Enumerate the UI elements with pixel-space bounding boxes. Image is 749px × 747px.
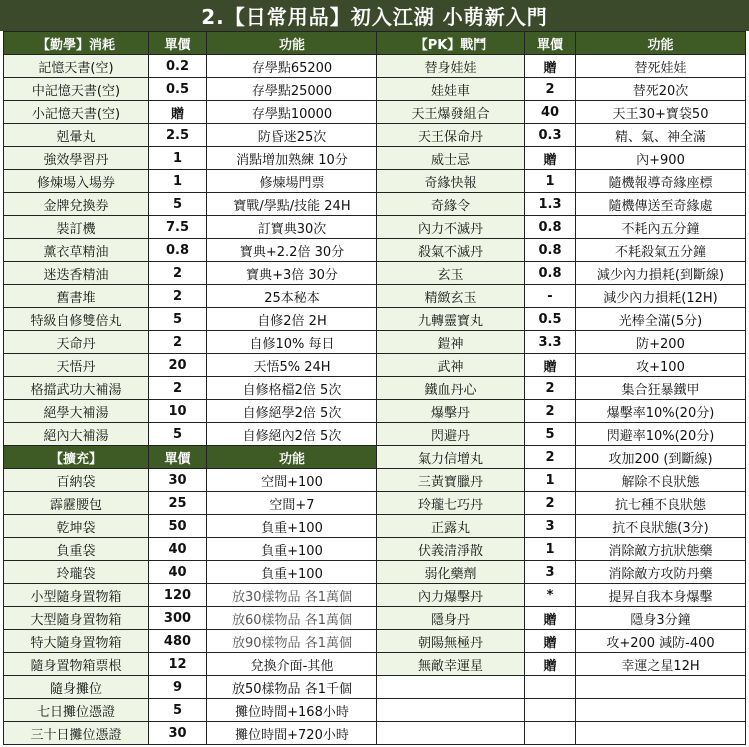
item-name: 閃避丹 bbox=[377, 423, 525, 446]
item-name: 玲瓏七巧丹 bbox=[377, 492, 525, 515]
item-function: 集合狂暴鐵甲 bbox=[576, 377, 746, 400]
item-price: 3 bbox=[525, 515, 576, 538]
table-row bbox=[377, 446, 746, 469]
header-function: 功能 bbox=[207, 446, 378, 469]
item-price: 2 bbox=[149, 331, 207, 354]
table-row bbox=[4, 262, 378, 285]
header-price: 單價 bbox=[149, 32, 207, 55]
item-price: 12 bbox=[149, 653, 207, 676]
item-name: 九轉靈寶丸 bbox=[377, 308, 525, 331]
item-name: 三黃寶臘丹 bbox=[377, 469, 525, 492]
item-function: 解除不良狀態 bbox=[576, 469, 746, 492]
table-row bbox=[4, 147, 378, 170]
table-row bbox=[377, 354, 746, 377]
item-name: 天命丹 bbox=[4, 331, 149, 354]
item-price: 2 bbox=[525, 446, 576, 469]
table-row bbox=[4, 101, 378, 124]
item-function: 攻+200 減防-400 bbox=[576, 630, 746, 653]
header-function: 功能 bbox=[207, 32, 378, 55]
item-name: 舊書堆 bbox=[4, 285, 149, 308]
item-function: 存學點65200 bbox=[207, 55, 378, 78]
table-row bbox=[377, 377, 746, 400]
item-price: 0.8 bbox=[525, 239, 576, 262]
table-row bbox=[377, 630, 746, 653]
item-name: 殺氣不滅丹 bbox=[377, 239, 525, 262]
item-name: 強效學習丹 bbox=[4, 147, 149, 170]
table-row bbox=[4, 561, 378, 584]
item-name: 修煉場入場券 bbox=[4, 170, 149, 193]
table-row bbox=[377, 653, 746, 676]
item-name: 爆擊丹 bbox=[377, 400, 525, 423]
table-row bbox=[4, 423, 378, 446]
item-name: 乾坤袋 bbox=[4, 515, 149, 538]
item-price: 30 bbox=[149, 722, 207, 745]
empty-cell bbox=[377, 699, 525, 722]
item-function: 空間+100 bbox=[207, 469, 378, 492]
item-function: 放30樣物品 各1萬個 bbox=[207, 584, 378, 607]
item-price: 1 bbox=[149, 147, 207, 170]
table-row bbox=[4, 630, 378, 653]
table-row bbox=[4, 722, 378, 745]
table-row bbox=[377, 538, 746, 561]
item-name: 小記憶天書(空) bbox=[4, 101, 149, 124]
item-price: 1 bbox=[525, 538, 576, 561]
table-row bbox=[377, 216, 746, 239]
item-price: 40 bbox=[149, 538, 207, 561]
item-name: 絕學大補湯 bbox=[4, 400, 149, 423]
table-row bbox=[4, 170, 378, 193]
table-row bbox=[377, 515, 746, 538]
item-name: 內力不滅丹 bbox=[377, 216, 525, 239]
table-row bbox=[377, 423, 746, 446]
item-function: 抗七種不良狀態 bbox=[576, 492, 746, 515]
item-name: 玄玉 bbox=[377, 262, 525, 285]
item-price: 5 bbox=[149, 193, 207, 216]
item-price: * bbox=[525, 584, 576, 607]
item-name: 格擋武功大補湯 bbox=[4, 377, 149, 400]
item-price: 2 bbox=[149, 377, 207, 400]
item-function: 閃避率10%(20分) bbox=[576, 423, 746, 446]
item-name: 弱化藥劑 bbox=[377, 561, 525, 584]
item-function: 天王30+寶袋50 bbox=[576, 101, 746, 124]
table-row bbox=[377, 262, 746, 285]
empty-cell bbox=[377, 722, 525, 745]
item-price: 5 bbox=[525, 423, 576, 446]
item-name: 玲瓏袋 bbox=[4, 561, 149, 584]
table-header-row bbox=[4, 446, 378, 469]
item-function: 提昇自我本身爆擊 bbox=[576, 584, 746, 607]
item-name: 大型隨身置物箱 bbox=[4, 607, 149, 630]
item-price: 30 bbox=[149, 469, 207, 492]
item-function: 隱身3分鐘 bbox=[576, 607, 746, 630]
item-name: 天悟丹 bbox=[4, 354, 149, 377]
table-row bbox=[4, 124, 378, 147]
item-price: 1 bbox=[525, 170, 576, 193]
table-row bbox=[377, 584, 746, 607]
item-price: 1.3 bbox=[525, 193, 576, 216]
item-name: 天王保命丹 bbox=[377, 124, 525, 147]
item-price: 5 bbox=[149, 699, 207, 722]
header-category: 【勤學】消耗 bbox=[4, 32, 149, 55]
table-row bbox=[377, 239, 746, 262]
item-function: 自修絕內2倍 5次 bbox=[207, 423, 378, 446]
empty-cell bbox=[377, 676, 525, 699]
item-name: 金牌兌換券 bbox=[4, 193, 149, 216]
item-name: 內力爆擊丹 bbox=[377, 584, 525, 607]
table-row bbox=[4, 285, 378, 308]
item-name: 隨身攤位 bbox=[4, 676, 149, 699]
item-price: 480 bbox=[149, 630, 207, 653]
item-price: 0.2 bbox=[149, 55, 207, 78]
item-function: 幸運之星12H bbox=[576, 653, 746, 676]
item-name: 替身娃娃 bbox=[377, 55, 525, 78]
empty-cell bbox=[525, 699, 576, 722]
item-price: 2 bbox=[149, 285, 207, 308]
empty-row bbox=[377, 699, 746, 722]
table-row bbox=[4, 331, 378, 354]
header-function: 功能 bbox=[576, 32, 746, 55]
item-price: 2 bbox=[525, 492, 576, 515]
item-name: 隱身丹 bbox=[377, 607, 525, 630]
item-price: 3.3 bbox=[525, 331, 576, 354]
table-row bbox=[4, 216, 378, 239]
table-header-row bbox=[4, 32, 378, 55]
table-row bbox=[4, 607, 378, 630]
item-price: 20 bbox=[149, 354, 207, 377]
empty-cell bbox=[525, 722, 576, 745]
table-row bbox=[4, 676, 378, 699]
item-price: 7.5 bbox=[149, 216, 207, 239]
item-function: 消除敵方攻防丹藥 bbox=[576, 561, 746, 584]
item-price: 1 bbox=[525, 469, 576, 492]
item-name: 百納袋 bbox=[4, 469, 149, 492]
item-name: 娃娃車 bbox=[377, 78, 525, 101]
item-function: 兌換介面-其他 bbox=[207, 653, 378, 676]
item-price: 0.8 bbox=[149, 239, 207, 262]
item-function: 防+200 bbox=[576, 331, 746, 354]
item-price: 300 bbox=[149, 607, 207, 630]
item-price: - bbox=[525, 285, 576, 308]
item-name: 朝陽無極丹 bbox=[377, 630, 525, 653]
item-function: 放90樣物品 各1萬個 bbox=[207, 630, 378, 653]
item-function: 替死娃娃 bbox=[576, 55, 746, 78]
item-name: 記憶天書(空) bbox=[4, 55, 149, 78]
item-function: 抗不良狀態(3分) bbox=[576, 515, 746, 538]
empty-cell bbox=[576, 722, 746, 745]
empty-cell bbox=[576, 676, 746, 699]
table-row bbox=[377, 124, 746, 147]
table-row bbox=[4, 469, 378, 492]
page-title: 2.【日常用品】初入江湖 小萌新入門 bbox=[0, 0, 749, 31]
item-name: 奇緣快報 bbox=[377, 170, 525, 193]
table-row bbox=[4, 515, 378, 538]
item-function: 寶典+3倍 30分 bbox=[207, 262, 378, 285]
item-function: 攤位時間+168小時 bbox=[207, 699, 378, 722]
item-function: 自修格檔2倍 5次 bbox=[207, 377, 378, 400]
item-function: 消點增加熟練 10分 bbox=[207, 147, 378, 170]
item-function: 負重+100 bbox=[207, 561, 378, 584]
item-function: 修煉場門票 bbox=[207, 170, 378, 193]
left-table bbox=[3, 31, 378, 745]
header-category: 【PK】戰鬥 bbox=[377, 32, 525, 55]
item-name: 負重袋 bbox=[4, 538, 149, 561]
header-price: 單價 bbox=[149, 446, 207, 469]
item-price: 120 bbox=[149, 584, 207, 607]
item-price: 贈 bbox=[525, 630, 576, 653]
item-name: 霹靂腰包 bbox=[4, 492, 149, 515]
item-price: 贈 bbox=[525, 147, 576, 170]
item-name: 威士忌 bbox=[377, 147, 525, 170]
table-row bbox=[4, 584, 378, 607]
item-price: 0.5 bbox=[149, 78, 207, 101]
item-function: 消除敵方抗狀態藥 bbox=[576, 538, 746, 561]
item-function: 不耗殺氣五分鐘 bbox=[576, 239, 746, 262]
item-function: 爆擊率10%(20分) bbox=[576, 400, 746, 423]
item-name: 裝訂機 bbox=[4, 216, 149, 239]
item-function: 寶戰/學點/技能 24H bbox=[207, 193, 378, 216]
item-function: 空間+7 bbox=[207, 492, 378, 515]
item-function: 自修2倍 2H bbox=[207, 308, 378, 331]
item-price: 50 bbox=[149, 515, 207, 538]
right-table bbox=[376, 31, 746, 745]
header-price: 單價 bbox=[525, 32, 576, 55]
item-name: 中記憶天書(空) bbox=[4, 78, 149, 101]
item-price: 2 bbox=[149, 262, 207, 285]
item-price: 0.5 bbox=[525, 308, 576, 331]
table-row bbox=[377, 147, 746, 170]
table-row bbox=[4, 354, 378, 377]
item-price: 0.3 bbox=[525, 124, 576, 147]
item-name: 無敵幸運星 bbox=[377, 653, 525, 676]
item-price: 贈 bbox=[149, 101, 207, 124]
item-name: 奇緣令 bbox=[377, 193, 525, 216]
item-name: 天王爆發組合 bbox=[377, 101, 525, 124]
item-function: 負重+100 bbox=[207, 538, 378, 561]
table-row bbox=[4, 78, 378, 101]
item-name: 絕內大補湯 bbox=[4, 423, 149, 446]
item-function: 25本秘本 bbox=[207, 285, 378, 308]
item-name: 七日攤位憑證 bbox=[4, 699, 149, 722]
item-function: 寶典+2.2倍 30分 bbox=[207, 239, 378, 262]
table-row bbox=[4, 538, 378, 561]
item-function: 攻+100 bbox=[576, 354, 746, 377]
item-name: 正露丸 bbox=[377, 515, 525, 538]
item-function: 自修絕學2倍 5次 bbox=[207, 400, 378, 423]
table-row bbox=[4, 193, 378, 216]
item-function: 放60樣物品 各1萬個 bbox=[207, 607, 378, 630]
item-function: 放50樣物品 各1千個 bbox=[207, 676, 378, 699]
item-price: 25 bbox=[149, 492, 207, 515]
item-name: 武神 bbox=[377, 354, 525, 377]
table-row bbox=[377, 193, 746, 216]
table-row bbox=[377, 469, 746, 492]
item-function: 天悟5% 24H bbox=[207, 354, 378, 377]
empty-row bbox=[377, 722, 746, 745]
table-row bbox=[377, 308, 746, 331]
item-name: 三十日攤位憑證 bbox=[4, 722, 149, 745]
item-price: 贈 bbox=[525, 653, 576, 676]
item-price: 2 bbox=[525, 400, 576, 423]
item-price: 40 bbox=[525, 101, 576, 124]
item-price: 5 bbox=[149, 308, 207, 331]
item-function: 攤位時間+720小時 bbox=[207, 722, 378, 745]
item-name: 特大隨身置物箱 bbox=[4, 630, 149, 653]
item-price: 2 bbox=[525, 78, 576, 101]
item-function: 內+900 bbox=[576, 147, 746, 170]
table-row bbox=[377, 561, 746, 584]
item-price: 3 bbox=[525, 561, 576, 584]
item-price: 0.8 bbox=[525, 216, 576, 239]
item-function: 光棒全滿(5分) bbox=[576, 308, 746, 331]
empty-cell bbox=[576, 699, 746, 722]
item-price: 1 bbox=[149, 170, 207, 193]
item-name: 薰衣草精油 bbox=[4, 239, 149, 262]
item-price: 5 bbox=[149, 423, 207, 446]
table-row bbox=[4, 699, 378, 722]
table-row bbox=[377, 55, 746, 78]
item-name: 剋暈丸 bbox=[4, 124, 149, 147]
item-function: 替死20次 bbox=[576, 78, 746, 101]
table-row bbox=[4, 239, 378, 262]
item-function: 存學點10000 bbox=[207, 101, 378, 124]
table-row bbox=[4, 55, 378, 78]
item-function: 不耗內五分鐘 bbox=[576, 216, 746, 239]
empty-cell bbox=[525, 676, 576, 699]
item-price: 2 bbox=[525, 377, 576, 400]
item-price: 0.8 bbox=[525, 262, 576, 285]
item-price: 2.5 bbox=[149, 124, 207, 147]
table-row bbox=[4, 377, 378, 400]
table-row bbox=[377, 607, 746, 630]
item-function: 隨機報導奇緣座標 bbox=[576, 170, 746, 193]
item-function: 防昏迷25次 bbox=[207, 124, 378, 147]
table-row bbox=[377, 285, 746, 308]
item-price: 40 bbox=[149, 561, 207, 584]
item-price: 9 bbox=[149, 676, 207, 699]
header-category: 【擴充】 bbox=[4, 446, 149, 469]
table-row bbox=[377, 101, 746, 124]
item-function: 存學點25000 bbox=[207, 78, 378, 101]
item-name: 氣力信增丸 bbox=[377, 446, 525, 469]
item-function: 隨機傳送至奇緣處 bbox=[576, 193, 746, 216]
item-name: 伏義清淨散 bbox=[377, 538, 525, 561]
item-function: 負重+100 bbox=[207, 515, 378, 538]
item-function: 訂寶典30次 bbox=[207, 216, 378, 239]
table-row bbox=[377, 170, 746, 193]
item-price: 贈 bbox=[525, 354, 576, 377]
item-name: 鎧神 bbox=[377, 331, 525, 354]
item-name: 迷迭香精油 bbox=[4, 262, 149, 285]
item-function: 減少內力損耗(12H) bbox=[576, 285, 746, 308]
item-function: 精、氣、神全滿 bbox=[576, 124, 746, 147]
table-row bbox=[377, 78, 746, 101]
table-row bbox=[4, 492, 378, 515]
table-row bbox=[4, 400, 378, 423]
table-header-row bbox=[377, 32, 746, 55]
item-price: 10 bbox=[149, 400, 207, 423]
item-price: 贈 bbox=[525, 607, 576, 630]
table-row bbox=[4, 308, 378, 331]
table-row bbox=[4, 653, 378, 676]
item-name: 精緻玄玉 bbox=[377, 285, 525, 308]
table-row bbox=[377, 400, 746, 423]
item-name: 隨身置物箱票根 bbox=[4, 653, 149, 676]
table-row bbox=[377, 331, 746, 354]
item-name: 小型隨身置物箱 bbox=[4, 584, 149, 607]
item-name: 特級自修雙倍丸 bbox=[4, 308, 149, 331]
item-function: 減少內力損耗(到斷線) bbox=[576, 262, 746, 285]
item-function: 自修10% 每日 bbox=[207, 331, 378, 354]
item-function: 攻加200 (到斷線) bbox=[576, 446, 746, 469]
item-price: 贈 bbox=[525, 55, 576, 78]
table-row bbox=[377, 492, 746, 515]
item-name: 鐵血丹心 bbox=[377, 377, 525, 400]
empty-row bbox=[377, 676, 746, 699]
